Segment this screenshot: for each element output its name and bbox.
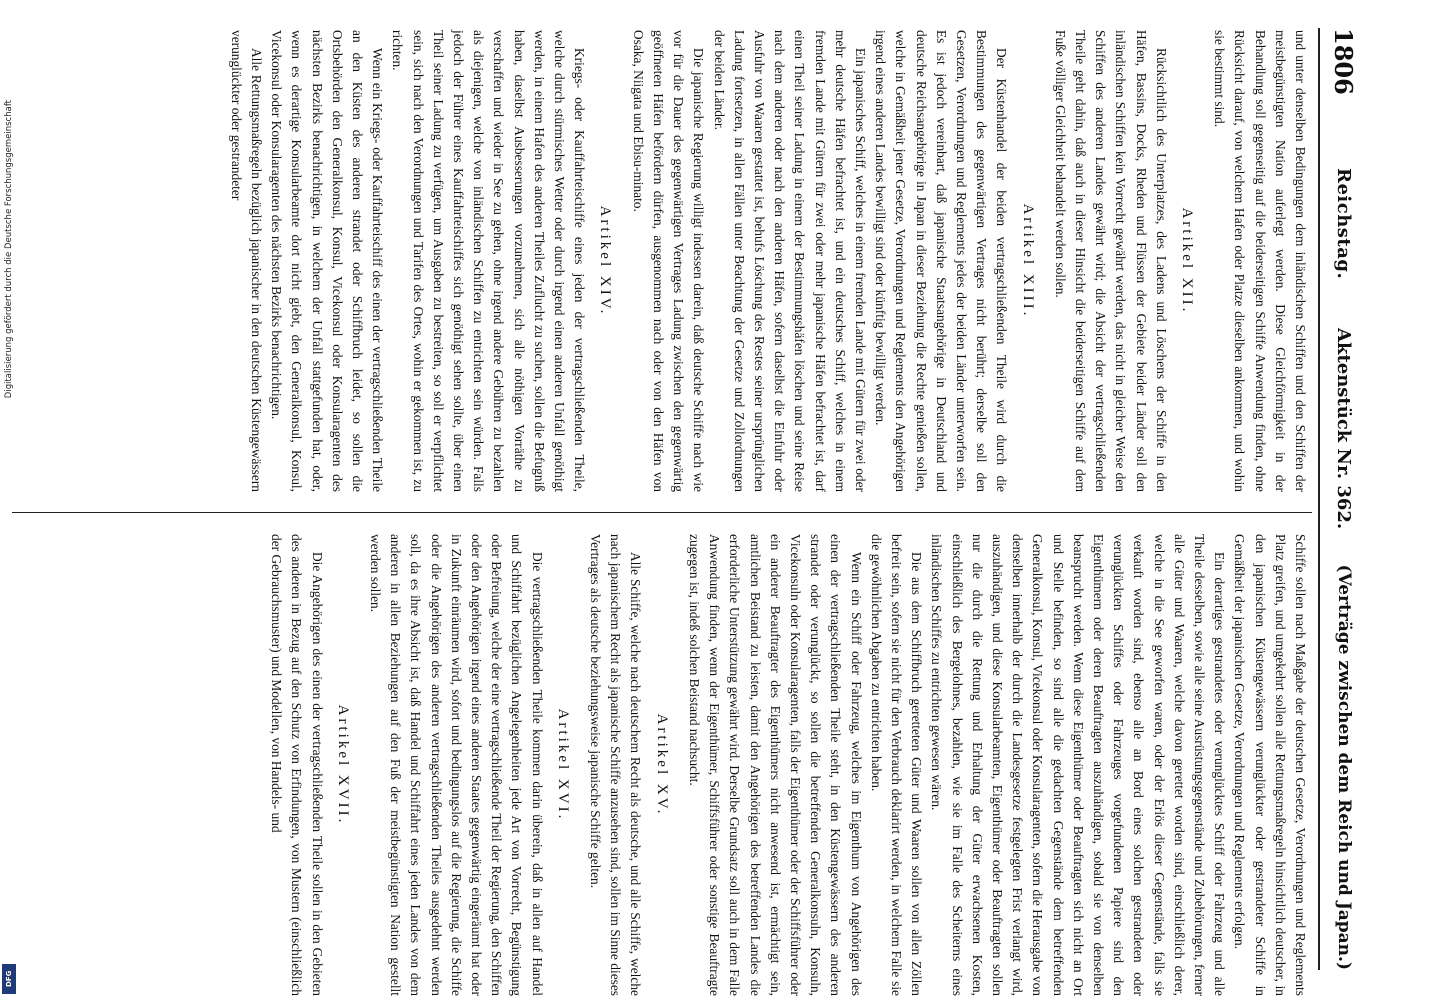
page-header [1322, 28, 1362, 970]
article-heading-xii: Artikel XII. [1178, 207, 1195, 315]
left-column [226, 30, 1310, 492]
header-rule [1318, 28, 1320, 970]
article-heading-xiv: Artikel XIV. [597, 205, 614, 317]
digitization-note: Digitalisierung gefördert durch die Deutsche Forschungsgemeinschaft [4, 100, 14, 399]
paragraph: Ein derartiges gestrandetes oder verunglücktes Schiff oder Fahrzeug und alle Theile desselben, sowie alle seine Ausrüstungsgegenstände und Zubehörungen, ferner alle Güter und Waaren, welche davon gerettet worden sind, einschließlich derer, welche in die See geworfen waren, oder der Erlös dieser Gegenstände, falls sie verkauft worden sind, ebenso alle an Bord eines solchen gestrandeten oder verunglückten Schiffes oder Fahrzeuges vorgefundenen Papiere sind den Eigenthümern oder deren Beauftragten auszuhändigen, sobald sie von denselben beansprucht werden. Wenn diese Eigenthümer oder Beauftragten sich nicht an Ort und Stelle befinden, so sind alle die gedachten Gegenstände dem betreffenden Generalkonsul, Konsul, Vicekonsul oder Konsularagenten, sofern die Herausgabe von denselben innerhalb der durch die Landesgesetze festgelegten Frist verlangt wird, auszuhändigen, und diese Konsularbeamten, Eigenthümer oder Beauftragten sollen nur die durch die Rettung und Erhaltung der Güter erwachsenen Kosten, einschließlich des Bergelohnes, bezahlen, wie sie im Falle des Scheiterns eines inländischen Schiffes zu entrichten gewesen wären. [929, 534, 1228, 996]
article-heading-xvi: Artikel XVI. [554, 708, 571, 822]
paragraph: Der Küstenhandel der beiden vertragschließenden Theile wird durch die Bestimmungen des gegenwärtigen Vertrages nicht berührt; derselbe soll den Gesetzen, Verordnungen und Reglements jedes der beiden Länder unterworfen sein. Es ist jedoch vereinbart, daß japanische Staatsangehörige in Deutschland und deutsche Reichsangehörige in Japan in dieser Beziehung die Rechte genießen sollen, welche in Gemäßheit jener Gesetze, Verordnungen und Reglements den Angehörigen irgend eines anderen Landes bewilligt sind oder künftig bewilligt werden. [873, 30, 1010, 492]
dfg-logo: DFG [2, 964, 16, 994]
paragraph: Die vertragschließenden Theile kommen darin überein, daß in allen auf Handel und Schiffahrt bezüglichen Angelegenheiten jede Art von Vorrecht, Begünstigung oder Befreiung, welche der eine vertragschließende Theil der Regierung, den Schiffen oder den Angehörigen irgend eines anderen Staates gegenwärtig eingeräumt hat oder in Zukunft einräumen wird, sofort und bedingungslos auf die Regierung, die Schiffe oder die Angehörigen des anderen vertragschließenden Theiles ausgedehnt werden soll, da es ihre Absicht ist, daß Handel und Schiffahrt eines jeden Landes von dem anderen in allen Beziehungen auf den Fuß der meistbegünstigten Nation gestellt werden sollen. [368, 534, 545, 996]
paragraph: und unter denselben Bedingungen dem inländischen Schiffen und den Schiffen der meistbegünstigten Nation auferlegt werden. Diese Gleichförmigkeit in der Behandlung soll gegenseitig auf die beiderseitigen Schiffe Anwendung finden, ohne Rücksicht darauf, von welchem Hafen oder Platze dieselben ankommen, und wohin sie bestimmt sind. [1212, 30, 1308, 492]
paragraph: Wenn ein Kriegs- oder Kauffahrteischiff des einen der vertragschließenden Theile an den Küsten des anderen strandet oder Schiffbruch leidet, so sollen die Ortsbehörden den Generalkonsul, Konsul, Vicekonsul oder Konsularagenten des nächsten Bezirks benachrichtigen, in welchem der Unfall stattgefunden hat, oder, wenn es derartige Konsularbeamte dort nicht giebt, den Generalkonsul, Konsul, Vicekonsul oder Konsularagenten des nächsten Bezirks benachrichtigen. [269, 30, 386, 492]
article-heading-xv: Artikel XV. [653, 713, 670, 817]
right-column [266, 534, 1310, 996]
paragraph: Schiffe sollen nach Maßgabe der deutschen Gesetze, Verordnungen und Reglements Platz greifen, und umgekehrt sollen alle Rettungsmaßregeln hinsichtlich deutscher, in den japanischen Küstengewässern verunglückter oder gestrandeter Schiffe in Gemäßheit der japanischen Gesetze, Verordnungen und Reglements erfolgen. [1232, 534, 1308, 996]
paragraph: Die aus dem Schiffbruch geretteten Güter und Waaren sollen von allen Zöllen befreit sein, sofern sie nicht für den Verbrauch deklarirt werden, in welchem Falle sie die gewöhnlichen Abgaben zu entrichten haben. [868, 534, 925, 996]
document-reference: Aktenstück Nr. 362. [1333, 328, 1354, 530]
paragraph: Alle Schiffe, welche nach deutschem Recht als deutsche, und alle Schiffe, welche nach japanischem Recht als japanische Schiffe anzusehen sind, sollen im Sinne dieses Vertrages als deutsche beziehungsweise japanische Schiffe gelten. [588, 534, 644, 996]
paragraph: Alle Rettungsmaßregeln bezüglich japanischer in den deutschen Küstengewässern verunglückter oder gestrandeter [228, 30, 265, 492]
paragraph: Die japanische Regierung willigt indessen darein, daß deutsche Schiffe nach wie vor für die Dauer des gegenwärtigen Vertrages Ladung zwischen den gegenwärtig geöffneten Häfen befördern dürfen, ausgenommen nach oder von den Häfen von Osaka, Niigata und Ebisu-minato. [630, 30, 707, 492]
column-divider [12, 512, 1312, 513]
header-subject: (Verträge zwischen dem Reich und Japan.) [1334, 564, 1354, 970]
paragraph: Wenn ein Schiff oder Fahrzeug, welches im Eigenthum von Angehörigen des einen der vertragschließenden Theile steht, in den Küstengewässern des anderen strandet oder verunglückt, so sollen die betreffenden Generalkonsuln, Konsuln, Vicekonsuln oder Konsularagenten, falls der Eigenthümer oder der Schiffsführer oder ein anderer Beauftragter des Eigenthümers nicht anwesend ist, ermächtigt sein, amtlichen Beistand zu leisten, damit den Angehörigen des betreffenden Landes die erforderliche Unterstützung gewährt wird. Derselbe Grundsatz soll auch in dem Falle Anwendung finden, wenn der Eigenthümer, Schiffsführer oder sonstige Beauftragte zugegen ist, indeß solchen Beistand nachsucht. [686, 534, 864, 996]
paragraph: Kriegs- oder Kauffahrteischiffe eines jeden der vertragschließenden Theile, welche durch stürmisches Wetter oder durch irgend einen anderen Unfall genöthigt werden, in einem Hafen des anderen Theiles Zuflucht zu suchen, sollen die Befugniß haben, daselbst Ausbesserungen vorzunehmen, sich alle nöthigen Vorräthe zu verschaffen und wieder in See zu gehen, ohne irgend andere Gebühren zu bezahlen als diejenigen, welche von inländischen Schiffen zu entrichten sein würden. Falls jedoch der Führer eines Kauffahrteischiffes sich genöthigt sehen sollte, über einen Theil seiner Ladung zu verfügen, um Ausgaben zu bestreiten, so soll er verpflichtet sein, sich nach den Verordnungen und Tarifen des Ortes, wohin er gekommen ist, zu richten. [390, 30, 588, 492]
paragraph: Ein japanisches Schiff, welches in einem fremden Lande mit Gütern für zwei oder mehr deutsche Häfen befrachtet ist, und ein deutsches Schiff, welches in einem fremden Lande mit Gütern für zwei oder mehr japanische Häfen befrachtet ist, darf einen Theil seiner Ladung in einem der Bestimmungshäfen löschen und seine Reise nach dem anderen oder nach den anderen Häfen, sofern daselbst die Einfuhr oder Ausfuhr von Waaren gestattet ist, behufs Löschung des Restes seiner ursprünglichen Ladung fortsetzen, in allen Fällen unter Beachtung der Gesetze und Zollordnungen der beiden Länder. [711, 30, 868, 492]
running-title: Reichstag. [1333, 168, 1354, 280]
page-number: 1806 [1329, 28, 1358, 95]
paragraph: Rücksichtlich des Unterplatzes, des Ladens und Löschens der Schiffe in den Häfen, Bassins, Docks, Rheden und Flüssen der Gebiete beider Länder soll den inländischen Schiffen kein Vorrecht gewährt werden, das nicht in gleicher Weise den Schiffen des anderen Landes gewährt wird; die Absicht der vertragschließenden Theile geht dahin, daß auch in dieser Hinsicht die beiderseitigen Schiffe auf dem Fuße völliger Gleichheit behandelt werden sollen. [1052, 30, 1169, 492]
article-heading-xiii: Artikel XIII. [1019, 203, 1036, 319]
paragraph: Die Angehörigen des einen der vertragschließenden Theile sollen in den Gebieten des anderen in Bezug auf den Schutz von Erfindungen, von Mustern (einschließlich der Gebrauchsmuster) und Modellen, von Handels- und [269, 534, 325, 996]
article-heading-xvii: Artikel XVII. [334, 704, 351, 826]
